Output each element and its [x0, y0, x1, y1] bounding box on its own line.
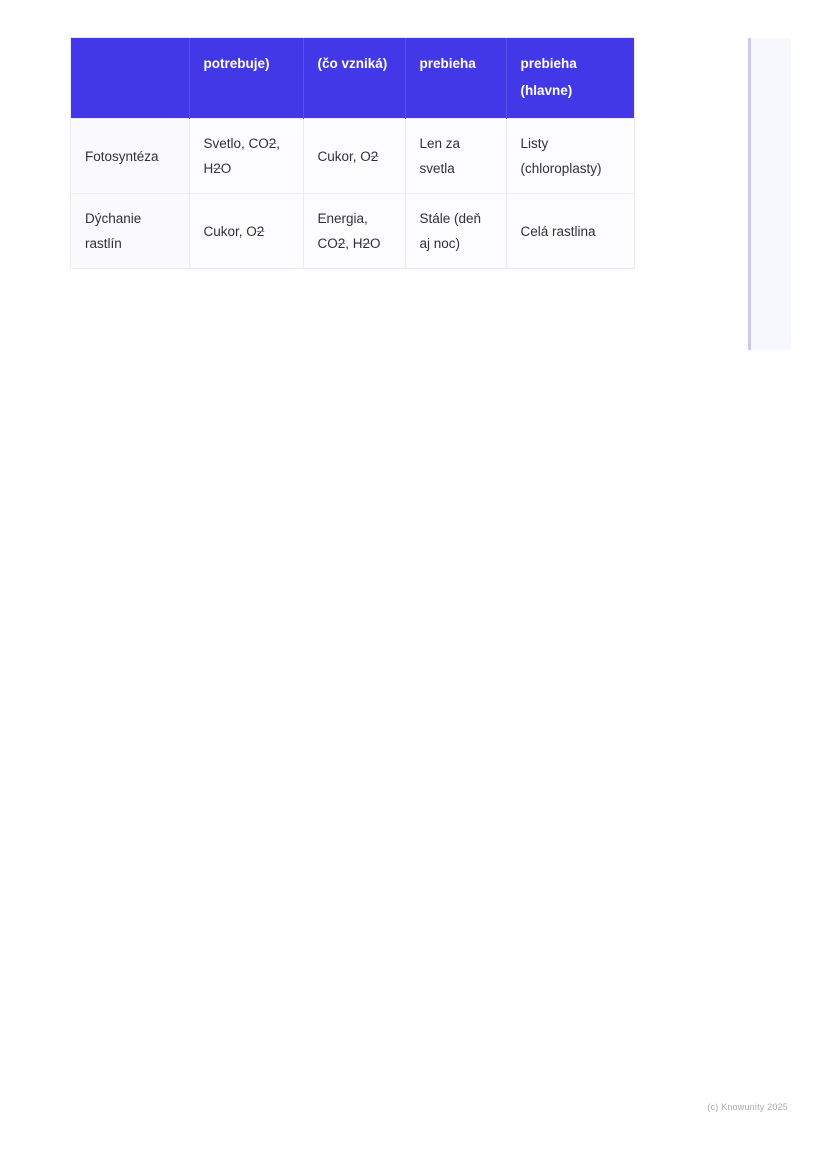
table-header-cell-0: [71, 38, 189, 119]
table-body: [71, 119, 634, 269]
footer-copyright: (c) Knowunity 2025: [707, 1102, 788, 1112]
comparison-table: [71, 38, 634, 268]
cell-dychanie-where: Celá rastlina: [506, 194, 634, 269]
table-header-cell-2: (čo vzniká): [303, 38, 405, 119]
cell-dychanie-inputs: Cukor, O2: [189, 194, 303, 269]
comparison-table-container: [71, 38, 634, 268]
cell-fotosynteza-inputs: Svetlo, CO2, H2O: [189, 119, 303, 194]
right-side-panel: [748, 38, 791, 350]
row-label-fotosynteza: Fotosyntéza: [71, 119, 189, 194]
table-header-cell-4: prebieha (hlavne): [506, 38, 634, 119]
table-row: [71, 119, 634, 194]
right-side-accent-bar: [748, 38, 751, 350]
table-header-row: [71, 38, 634, 119]
cell-dychanie-outputs: Energia, CO2, H2O: [303, 194, 405, 269]
table-header-cell-1: potrebuje): [189, 38, 303, 119]
table-row: [71, 194, 634, 269]
cell-fotosynteza-where: Listy (chloroplasty): [506, 119, 634, 194]
row-label-dychanie: Dýchanie rastlín: [71, 194, 189, 269]
cell-dychanie-when: Stále (deň aj noc): [405, 194, 506, 269]
cell-fotosynteza-when: Len za svetla: [405, 119, 506, 194]
table-header-cell-3: prebieha: [405, 38, 506, 119]
cell-fotosynteza-outputs: Cukor, O2: [303, 119, 405, 194]
table-header: [71, 38, 634, 119]
